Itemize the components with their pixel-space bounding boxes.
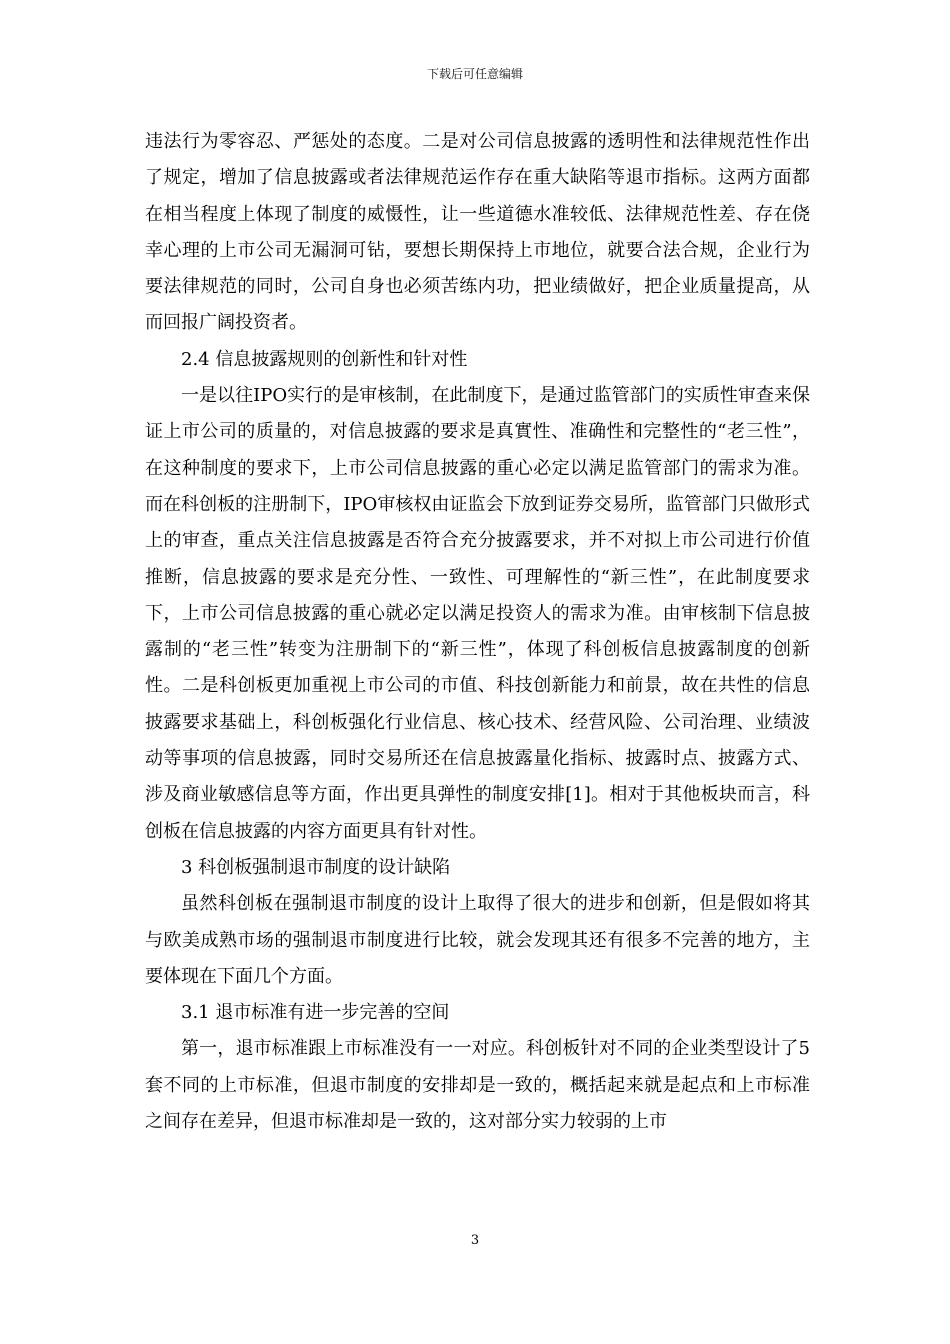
paragraph-1: 违法行为零容忍、严惩处的态度。二是对公司信息披露的透明性和法律规范性作出了规定，增加了信息披露或者法律规范运作存在重大缺陷等退市指标。这两方面都在相当程度上体现了制度的威慑性，让一些道德水准较低、法律规范性差、存在侥幸心理的上市公司无漏洞可钻，要想长期保持上市地位，就要合法合规，企业行为要法律规范的同时，公司自身也必须苦练内功，把业绩做好，把企业质量提高，从而回报广阔投资者。 xyxy=(145,131,810,334)
section-heading-2-4: 2.4 信息披露规则的创新性和针对性 xyxy=(181,348,468,370)
paragraph-4: 第一，退市标准跟上市标准没有一一对应。科创板针对不同的企业类型设计了5套不同的上市标准，但退市制度的安排却是一致的，概括起来就是起点和上市标准之间存在差异，但退市标准却是一致的，这对部分实力较弱的上市 xyxy=(145,1038,810,1133)
paragraph-3: 虽然科创板在强制退市制度的设计上取得了很大的进步和创新，但是假如将其与欧美成熟市场的强制退市制度进行比较，就会发现其还有很多不完善的地方，主要体现在下面几个方面。 xyxy=(145,893,810,987)
page-number: 3 xyxy=(470,1233,480,1248)
section-heading-3-1: 3.1 退市标准有进一步完善的空间 xyxy=(181,1002,450,1024)
section-heading-3: 3 科创板强制退市制度的设计缺陷 xyxy=(181,856,451,878)
paragraph-2: 一是以往IPO实行的是审核制，在此制度下，是通过监管部门的实质性审查来保证上市公司的质量的，对信息披露的要求是真實性、准确性和完整性的“老三性”，在这种制度的要求下，上市公司信息披露的重心必定以满足监管部门的需求为准。而在科创板的注册制下，IPO审核权由证监会下放到证券交易所，监管部门只做形式上的审查，重点关注信息披露是否符合充分披露要求，并不对拟上市公司进行价值推断，信息披露的要求是充分性、一致性、可理解性的“新三性”，在此制度要求下，上市公司信息披露的重心就必定以满足投资人的需求为准。由审核制下信息披露制的“老三性”转变为注册制下的“新三性”，体现了科创板信息披露制度的创新性。二是科创板更加重视上市公司的市值、科技创新能力和前景，故在共性的信息披露要求基础上，科创板强化行业信息、核心技术、经营风险、公司治理、业绩波动等事项的信息披露，同时交易所还在信息披露量化指标、披露时点、披露方式、涉及商业敏感信息等方面，作出更具弹性的制度安排[1]。相对于其他板块而言，科创板在信息披露的内容方面更具有针对性。 xyxy=(145,385,810,842)
document-body xyxy=(145,124,810,1140)
page-header: 下载后可任意编辑 xyxy=(426,67,523,81)
